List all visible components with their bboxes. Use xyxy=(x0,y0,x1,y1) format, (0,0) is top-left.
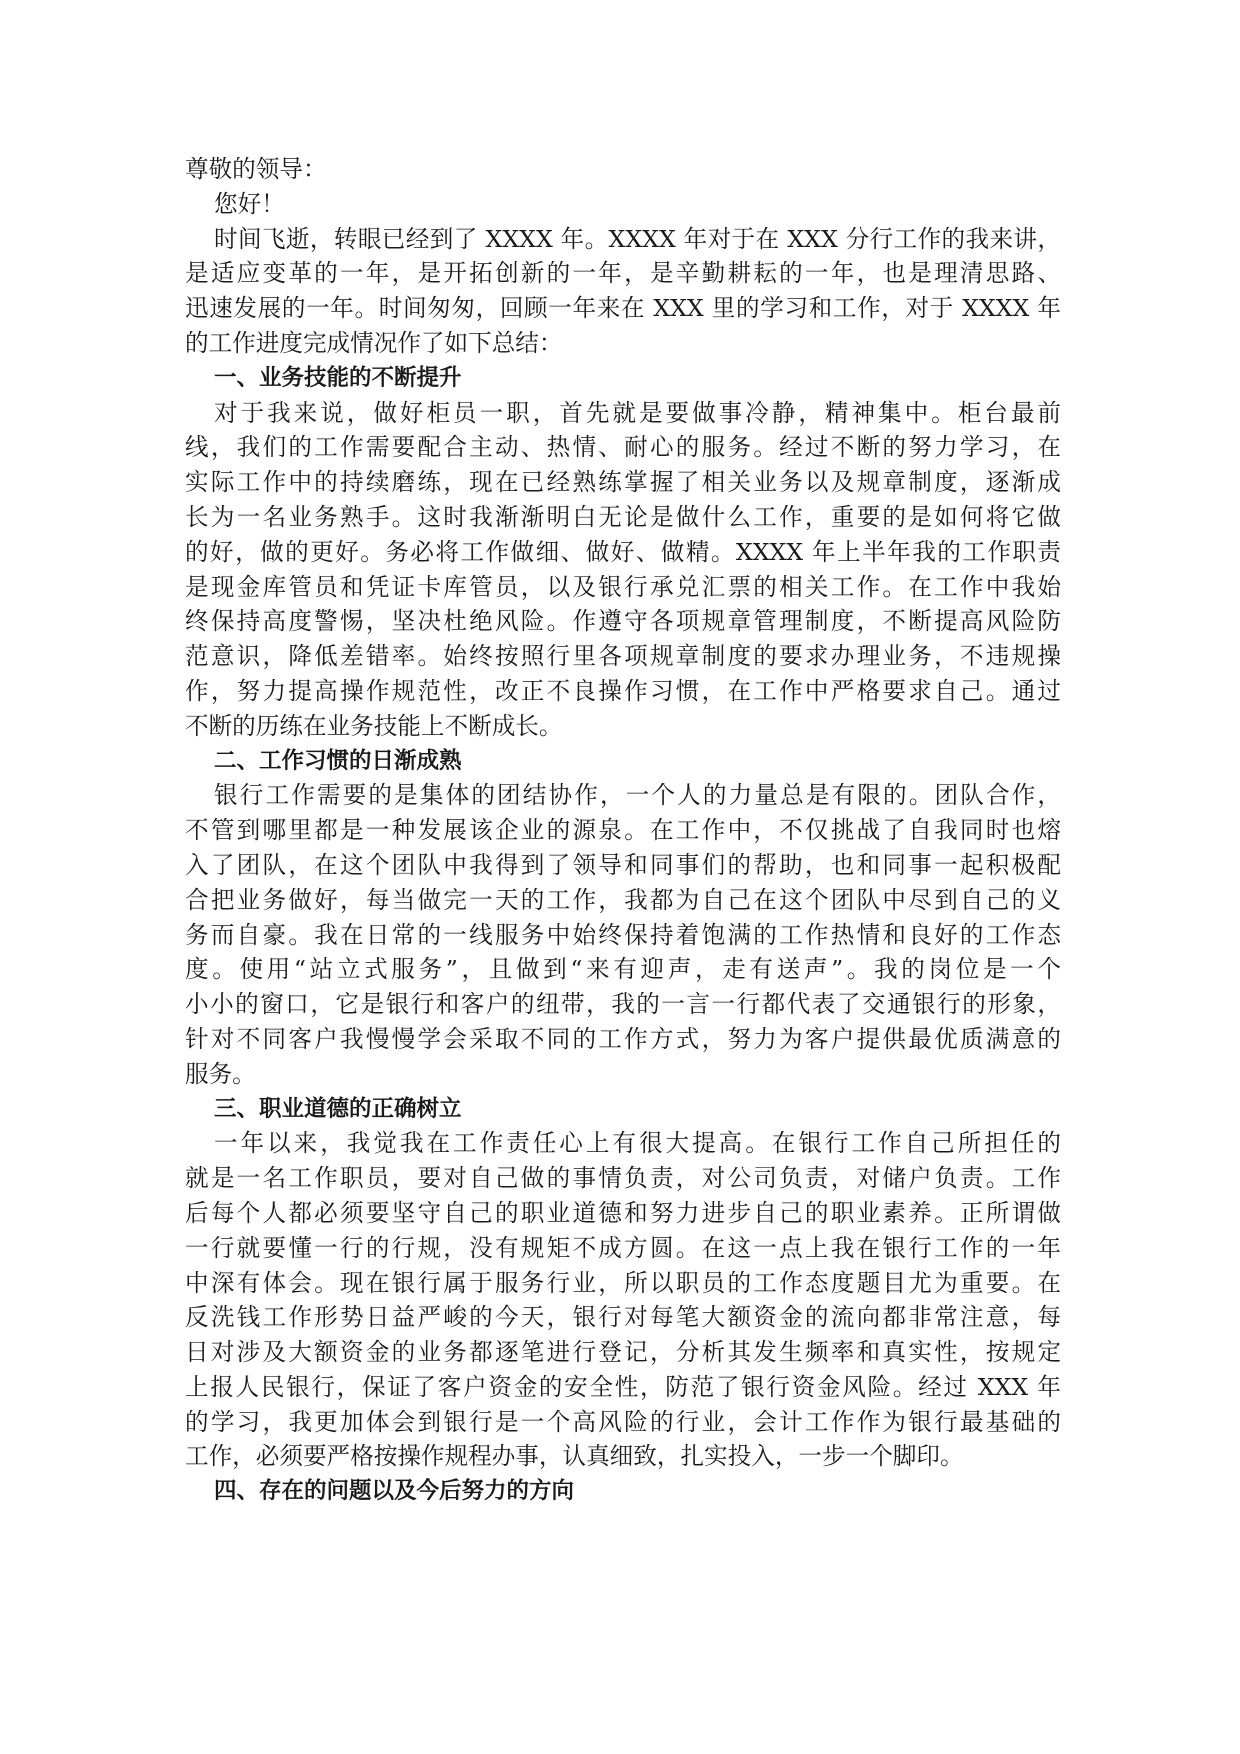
paragraph-line: 的好，做的更好。务必将工作做细、做好、做精。XXXX 年上半年我的工作职责 xyxy=(185,537,1061,566)
paragraph-line: 不断的历练在业务技能上不断成长。 xyxy=(185,711,563,740)
paragraph-line: 是现金库管员和凭证卡库管员，以及银行承兑汇票的相关工作。在工作中我始 xyxy=(185,572,1061,601)
paragraph-line: 一行就要懂一行的行规，没有规矩不成方圆。在这一点上我在银行工作的一年 xyxy=(185,1233,1061,1262)
paragraph-line: 入了团队，在这个团队中我得到了领导和同事们的帮助，也和同事一起积极配 xyxy=(185,850,1061,879)
paragraph-line: 小小的窗口，它是银行和客户的纽带，我的一言一行都代表了交通银行的形象， xyxy=(185,990,1061,1019)
section-heading: 四、存在的问题以及今后努力的方向 xyxy=(214,1478,575,1505)
paragraph-line: 不管到哪里都是一种发展该企业的源泉。在工作中，不仅挑战了自我同时也熔 xyxy=(185,816,1061,845)
paragraph-line: 是适应变革的一年，是开拓创新的一年，是辛勤耕耘的一年，也是理清思路、 xyxy=(185,259,1061,288)
paragraph-line: 线，我们的工作需要配合主动、热情、耐心的服务。经过不断的努力学习，在 xyxy=(185,433,1061,462)
paragraph-line: 时间飞逝，转眼已经到了 XXXX 年。XXXX 年对于在 XXX 分行工作的我来讲， xyxy=(214,224,1061,253)
paragraph-line: 上报人民银行，保证了客户资金的安全性，防范了银行资金风险。经过 XXX 年 xyxy=(185,1372,1061,1401)
section-heading: 二、工作习惯的日渐成熟 xyxy=(214,747,462,774)
paragraph-line: 务而自豪。我在日常的一线服务中始终保持着饱满的工作热情和良好的工作态 xyxy=(185,920,1061,949)
greeting: 您好！ xyxy=(214,189,285,218)
section-heading: 三、职业道德的正确树立 xyxy=(214,1095,462,1122)
paragraph-line: 后每个人都必须要坚守自己的职业道德和努力进步自己的职业素养。正所谓做 xyxy=(185,1198,1061,1227)
paragraph xyxy=(185,222,1061,361)
paragraph-line: 就是一名工作职员，要对自己做的事情负责，对公司负责，对储户负责。工作 xyxy=(185,1164,1061,1193)
paragraph-line: 度。使用“站立式服务”，且做到“来有迎声，走有送声”。我的岗位是一个 xyxy=(185,955,1061,984)
document-body xyxy=(185,152,1061,1509)
paragraph-line: 长为一名业务熟手。这时我渐渐明白无论是做什么工作，重要的是如何将它做 xyxy=(185,502,1061,531)
paragraph-line: 银行工作需要的是集体的团结协作，一个人的力量总是有限的。团队合作， xyxy=(214,781,1061,810)
paragraph-line: 的工作进度完成情况作了如下总结： xyxy=(185,328,563,357)
paragraph xyxy=(185,1126,1061,1474)
paragraph-line: 日对涉及大额资金的业务都逐笔进行登记，分析其发生频率和真实性，按规定 xyxy=(185,1338,1061,1367)
section-heading: 一、业务技能的不断提升 xyxy=(214,364,462,391)
paragraph-line: 中深有体会。现在银行属于服务行业，所以职员的工作态度题目尤为重要。在 xyxy=(185,1268,1061,1297)
paragraph-line: 实际工作中的持续磨练，现在已经熟练掌握了相关业务以及规章制度，逐渐成 xyxy=(185,468,1061,497)
paragraph-line: 合把业务做好，每当做完一天的工作，我都为自己在这个团队中尽到自己的义 xyxy=(185,885,1061,914)
paragraph-line: 工作，必须要严格按操作规程办事，认真细致，扎实投入，一步一个脚印。 xyxy=(185,1442,964,1471)
paragraph-line: 对于我来说，做好柜员一职，首先就是要做事冷静，精神集中。柜台最前 xyxy=(214,398,1061,427)
paragraph-line: 一年以来，我觉我在工作责任心上有很大提高。在银行工作自己所担任的 xyxy=(214,1129,1061,1158)
paragraph-line: 针对不同客户我慢慢学会采取不同的工作方式，努力为客户提供最优质满意的 xyxy=(185,1024,1061,1053)
document-sections xyxy=(185,222,1061,1509)
paragraph-line: 终保持高度警惕，坚决杜绝风险。作遵守各项规章管理制度，不断提高风险防 xyxy=(185,607,1061,636)
paragraph-line: 反洗钱工作形势日益严峻的今天，银行对每笔大额资金的流向都非常注意，每 xyxy=(185,1303,1061,1332)
paragraph-line: 服务。 xyxy=(185,1059,256,1088)
paragraph-line: 范意识，降低差错率。始终按照行里各项规章制度的要求办理业务，不违规操 xyxy=(185,642,1061,671)
paragraph-line: 迅速发展的一年。时间匆匆，回顾一年来在 XXX 里的学习和工作，对于 XXXX 年 xyxy=(185,294,1061,323)
paragraph xyxy=(185,778,1061,1091)
salutation: 尊敬的领导： xyxy=(185,155,327,183)
paragraph-line: 作，努力提高操作规范性，改正不良操作习惯，在工作中严格要求自己。通过 xyxy=(185,676,1061,705)
paragraph-line: 的学习，我更加体会到银行是一个高风险的行业，会计工作作为银行最基础的 xyxy=(185,1407,1061,1436)
paragraph xyxy=(185,396,1061,744)
